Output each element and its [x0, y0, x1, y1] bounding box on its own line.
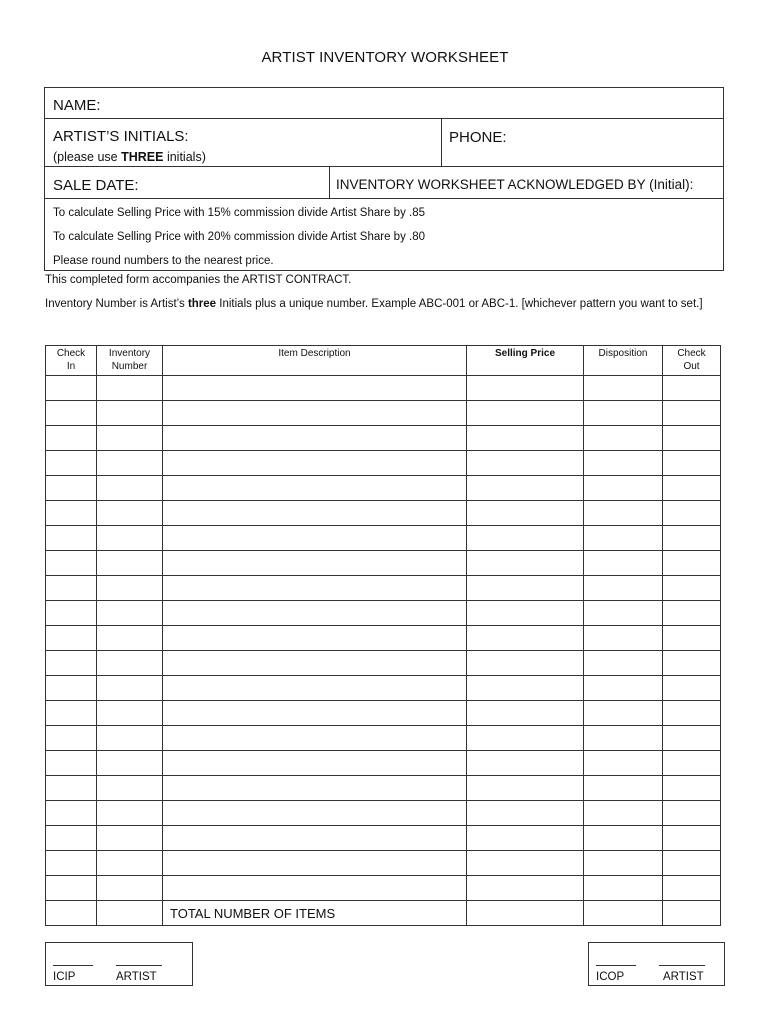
check-in-cell[interactable]	[46, 526, 97, 551]
icop-label: ICOP	[596, 971, 625, 983]
check-in-cell[interactable]	[46, 676, 97, 701]
check-out-cell[interactable]	[663, 851, 721, 876]
commission-note-20: To calculate Selling Price with 20% commission divide Artist Share by .80	[53, 231, 426, 243]
disposition-cell[interactable]	[584, 401, 663, 426]
icop-signature-line[interactable]	[596, 965, 636, 966]
table-row	[46, 551, 721, 576]
divider	[45, 166, 723, 167]
item-description-cell[interactable]	[163, 851, 467, 876]
item-description-cell[interactable]	[163, 626, 467, 651]
inventory-table	[45, 345, 721, 926]
total-check-out-cell[interactable]	[663, 901, 721, 926]
sale-date-label: SALE DATE:	[53, 177, 139, 194]
selling-price-cell[interactable]	[467, 851, 584, 876]
inventory-number-cell[interactable]	[97, 651, 163, 676]
item-description-cell[interactable]	[163, 726, 467, 751]
header-item-description: Item Description	[163, 346, 467, 376]
contract-note: This completed form accompanies the ARTIST CONTRACT.	[45, 274, 352, 286]
artist-info-box	[44, 87, 724, 271]
total-selling-price-cell[interactable]	[467, 901, 584, 926]
disposition-cell[interactable]	[584, 426, 663, 451]
disposition-cell[interactable]	[584, 451, 663, 476]
item-description-cell[interactable]	[163, 751, 467, 776]
selling-price-cell[interactable]	[467, 526, 584, 551]
total-row	[46, 901, 721, 926]
check-out-cell[interactable]	[663, 651, 721, 676]
selling-price-cell[interactable]	[467, 826, 584, 851]
item-description-cell[interactable]	[163, 476, 467, 501]
table-row	[46, 726, 721, 751]
inventory-number-cell[interactable]	[97, 551, 163, 576]
header-check-out: Check Out	[663, 346, 721, 376]
item-description-cell[interactable]	[163, 801, 467, 826]
check-in-cell[interactable]	[46, 576, 97, 601]
check-in-cell[interactable]	[46, 651, 97, 676]
page-title: ARTIST INVENTORY WORKSHEET	[261, 49, 509, 66]
disposition-cell[interactable]	[584, 776, 663, 801]
check-out-cell[interactable]	[663, 501, 721, 526]
selling-price-cell[interactable]	[467, 876, 584, 901]
disposition-cell[interactable]	[584, 526, 663, 551]
table-row	[46, 701, 721, 726]
icip-label: ICIP	[53, 971, 76, 983]
table-row	[46, 876, 721, 901]
total-disposition-cell[interactable]	[584, 901, 663, 926]
item-description-cell[interactable]	[163, 776, 467, 801]
check-in-cell[interactable]	[46, 401, 97, 426]
table-row	[46, 826, 721, 851]
selling-price-cell[interactable]	[467, 801, 584, 826]
total-check-in-cell[interactable]	[46, 901, 97, 926]
inventory-number-cell[interactable]	[97, 701, 163, 726]
header-inventory-number: Inventory Number	[97, 346, 163, 376]
phone-label: PHONE:	[449, 129, 507, 146]
disposition-cell[interactable]	[584, 801, 663, 826]
inventory-number-cell[interactable]	[97, 376, 163, 401]
check-out-cell[interactable]	[663, 626, 721, 651]
disposition-cell[interactable]	[584, 601, 663, 626]
check-out-cell[interactable]	[663, 826, 721, 851]
disposition-cell[interactable]	[584, 876, 663, 901]
selling-price-cell[interactable]	[467, 376, 584, 401]
inventory-number-cell[interactable]	[97, 676, 163, 701]
table-row	[46, 526, 721, 551]
table-row	[46, 626, 721, 651]
selling-price-cell[interactable]	[467, 501, 584, 526]
table-row	[46, 801, 721, 826]
table-row	[46, 651, 721, 676]
total-label: TOTAL NUMBER OF ITEMS	[163, 901, 467, 926]
table-row	[46, 501, 721, 526]
check-out-cell[interactable]	[663, 526, 721, 551]
check-out-cell[interactable]	[663, 726, 721, 751]
selling-price-cell[interactable]	[467, 576, 584, 601]
table-header-row	[46, 346, 721, 376]
selling-price-cell[interactable]	[467, 476, 584, 501]
selling-price-cell[interactable]	[467, 776, 584, 801]
check-out-cell[interactable]	[663, 601, 721, 626]
check-out-cell[interactable]	[663, 426, 721, 451]
divider	[45, 118, 723, 119]
item-description-cell[interactable]	[163, 451, 467, 476]
selling-price-cell[interactable]	[467, 426, 584, 451]
header-disposition: Disposition	[584, 346, 663, 376]
inventory-number-note: Inventory Number is Artist’s three Initials plus a unique number. Example ABC-001 or ABC-1. [whichever pattern you want to set.]	[45, 298, 703, 310]
selling-price-cell[interactable]	[467, 676, 584, 701]
check-in-cell[interactable]	[46, 626, 97, 651]
rounding-note: Please round numbers to the nearest price.	[53, 255, 274, 267]
table-row	[46, 401, 721, 426]
divider	[45, 198, 723, 199]
disposition-cell[interactable]	[584, 701, 663, 726]
check-in-cell[interactable]	[46, 501, 97, 526]
check-in-cell[interactable]	[46, 851, 97, 876]
commission-note-15: To calculate Selling Price with 15% commission divide Artist Share by .85	[53, 207, 426, 219]
check-out-cell[interactable]	[663, 401, 721, 426]
check-in-cell[interactable]	[46, 426, 97, 451]
check-out-cell[interactable]	[663, 801, 721, 826]
disposition-cell[interactable]	[584, 501, 663, 526]
inventory-number-cell[interactable]	[97, 601, 163, 626]
item-description-cell[interactable]	[163, 876, 467, 901]
check-out-cell[interactable]	[663, 701, 721, 726]
table-row	[46, 776, 721, 801]
initials-label: ARTIST’S INITIALS:	[53, 128, 189, 145]
selling-price-cell[interactable]	[467, 751, 584, 776]
table-row	[46, 451, 721, 476]
item-description-cell[interactable]	[163, 526, 467, 551]
disposition-cell[interactable]	[584, 676, 663, 701]
disposition-cell[interactable]	[584, 651, 663, 676]
inventory-number-cell[interactable]	[97, 776, 163, 801]
inventory-number-cell[interactable]	[97, 626, 163, 651]
check-out-cell[interactable]	[663, 376, 721, 401]
check-in-signature-box	[45, 942, 193, 986]
selling-price-cell[interactable]	[467, 701, 584, 726]
inventory-number-cell[interactable]	[97, 826, 163, 851]
table-row	[46, 751, 721, 776]
artist-signature-line[interactable]	[116, 965, 162, 966]
disposition-cell[interactable]	[584, 726, 663, 751]
disposition-cell[interactable]	[584, 826, 663, 851]
selling-price-cell[interactable]	[467, 551, 584, 576]
table-row	[46, 576, 721, 601]
check-in-cell[interactable]	[46, 701, 97, 726]
item-description-cell[interactable]	[163, 701, 467, 726]
check-out-cell[interactable]	[663, 476, 721, 501]
artist-signature-line[interactable]	[659, 965, 705, 966]
inventory-number-cell[interactable]	[97, 476, 163, 501]
acknowledged-label: INVENTORY WORKSHEET ACKNOWLEDGED BY (Initial):	[336, 177, 694, 192]
inventory-number-cell[interactable]	[97, 426, 163, 451]
initials-note: (please use THREE initials)	[53, 150, 206, 164]
item-description-cell[interactable]	[163, 426, 467, 451]
check-out-signature-box	[588, 942, 725, 986]
item-description-cell[interactable]	[163, 651, 467, 676]
check-in-cell[interactable]	[46, 451, 97, 476]
table-row	[46, 601, 721, 626]
disposition-cell[interactable]	[584, 751, 663, 776]
check-out-cell[interactable]	[663, 876, 721, 901]
disposition-cell[interactable]	[584, 551, 663, 576]
name-label: NAME:	[53, 97, 101, 114]
artist-label: ARTIST	[663, 971, 704, 983]
check-in-cell[interactable]	[46, 376, 97, 401]
item-description-cell[interactable]	[163, 676, 467, 701]
inventory-number-cell[interactable]	[97, 801, 163, 826]
item-description-cell[interactable]	[163, 576, 467, 601]
check-out-cell[interactable]	[663, 576, 721, 601]
check-in-cell[interactable]	[46, 551, 97, 576]
selling-price-cell[interactable]	[467, 401, 584, 426]
check-in-cell[interactable]	[46, 876, 97, 901]
check-out-cell[interactable]	[663, 451, 721, 476]
check-in-cell[interactable]	[46, 476, 97, 501]
inventory-number-cell[interactable]	[97, 851, 163, 876]
selling-price-cell[interactable]	[467, 651, 584, 676]
check-in-cell[interactable]	[46, 726, 97, 751]
table-row	[46, 426, 721, 451]
disposition-cell[interactable]	[584, 476, 663, 501]
inventory-number-cell[interactable]	[97, 401, 163, 426]
inventory-number-cell[interactable]	[97, 576, 163, 601]
selling-price-cell[interactable]	[467, 626, 584, 651]
table-row	[46, 376, 721, 401]
check-out-cell[interactable]	[663, 751, 721, 776]
header-selling-price: Selling Price	[467, 346, 584, 376]
selling-price-cell[interactable]	[467, 451, 584, 476]
disposition-cell[interactable]	[584, 626, 663, 651]
inventory-number-cell[interactable]	[97, 526, 163, 551]
icip-signature-line[interactable]	[53, 965, 93, 966]
divider	[329, 166, 330, 198]
check-in-cell[interactable]	[46, 826, 97, 851]
selling-price-cell[interactable]	[467, 726, 584, 751]
check-in-cell[interactable]	[46, 751, 97, 776]
disposition-cell[interactable]	[584, 851, 663, 876]
divider	[441, 118, 442, 166]
item-description-cell[interactable]	[163, 551, 467, 576]
item-description-cell[interactable]	[163, 376, 467, 401]
check-in-cell[interactable]	[46, 801, 97, 826]
disposition-cell[interactable]	[584, 576, 663, 601]
total-inventory-number-cell[interactable]	[97, 901, 163, 926]
check-out-cell[interactable]	[663, 551, 721, 576]
item-description-cell[interactable]	[163, 826, 467, 851]
item-description-cell[interactable]	[163, 401, 467, 426]
inventory-number-cell[interactable]	[97, 876, 163, 901]
table-row	[46, 676, 721, 701]
item-description-cell[interactable]	[163, 601, 467, 626]
artist-label: ARTIST	[116, 971, 157, 983]
inventory-number-cell[interactable]	[97, 501, 163, 526]
inventory-number-cell[interactable]	[97, 726, 163, 751]
header-check-in: Check In	[46, 346, 97, 376]
inventory-number-cell[interactable]	[97, 751, 163, 776]
check-out-cell[interactable]	[663, 776, 721, 801]
table-row	[46, 476, 721, 501]
item-description-cell[interactable]	[163, 501, 467, 526]
check-in-cell[interactable]	[46, 601, 97, 626]
check-out-cell[interactable]	[663, 676, 721, 701]
inventory-number-cell[interactable]	[97, 451, 163, 476]
disposition-cell[interactable]	[584, 376, 663, 401]
check-in-cell[interactable]	[46, 776, 97, 801]
selling-price-cell[interactable]	[467, 601, 584, 626]
table-row	[46, 851, 721, 876]
